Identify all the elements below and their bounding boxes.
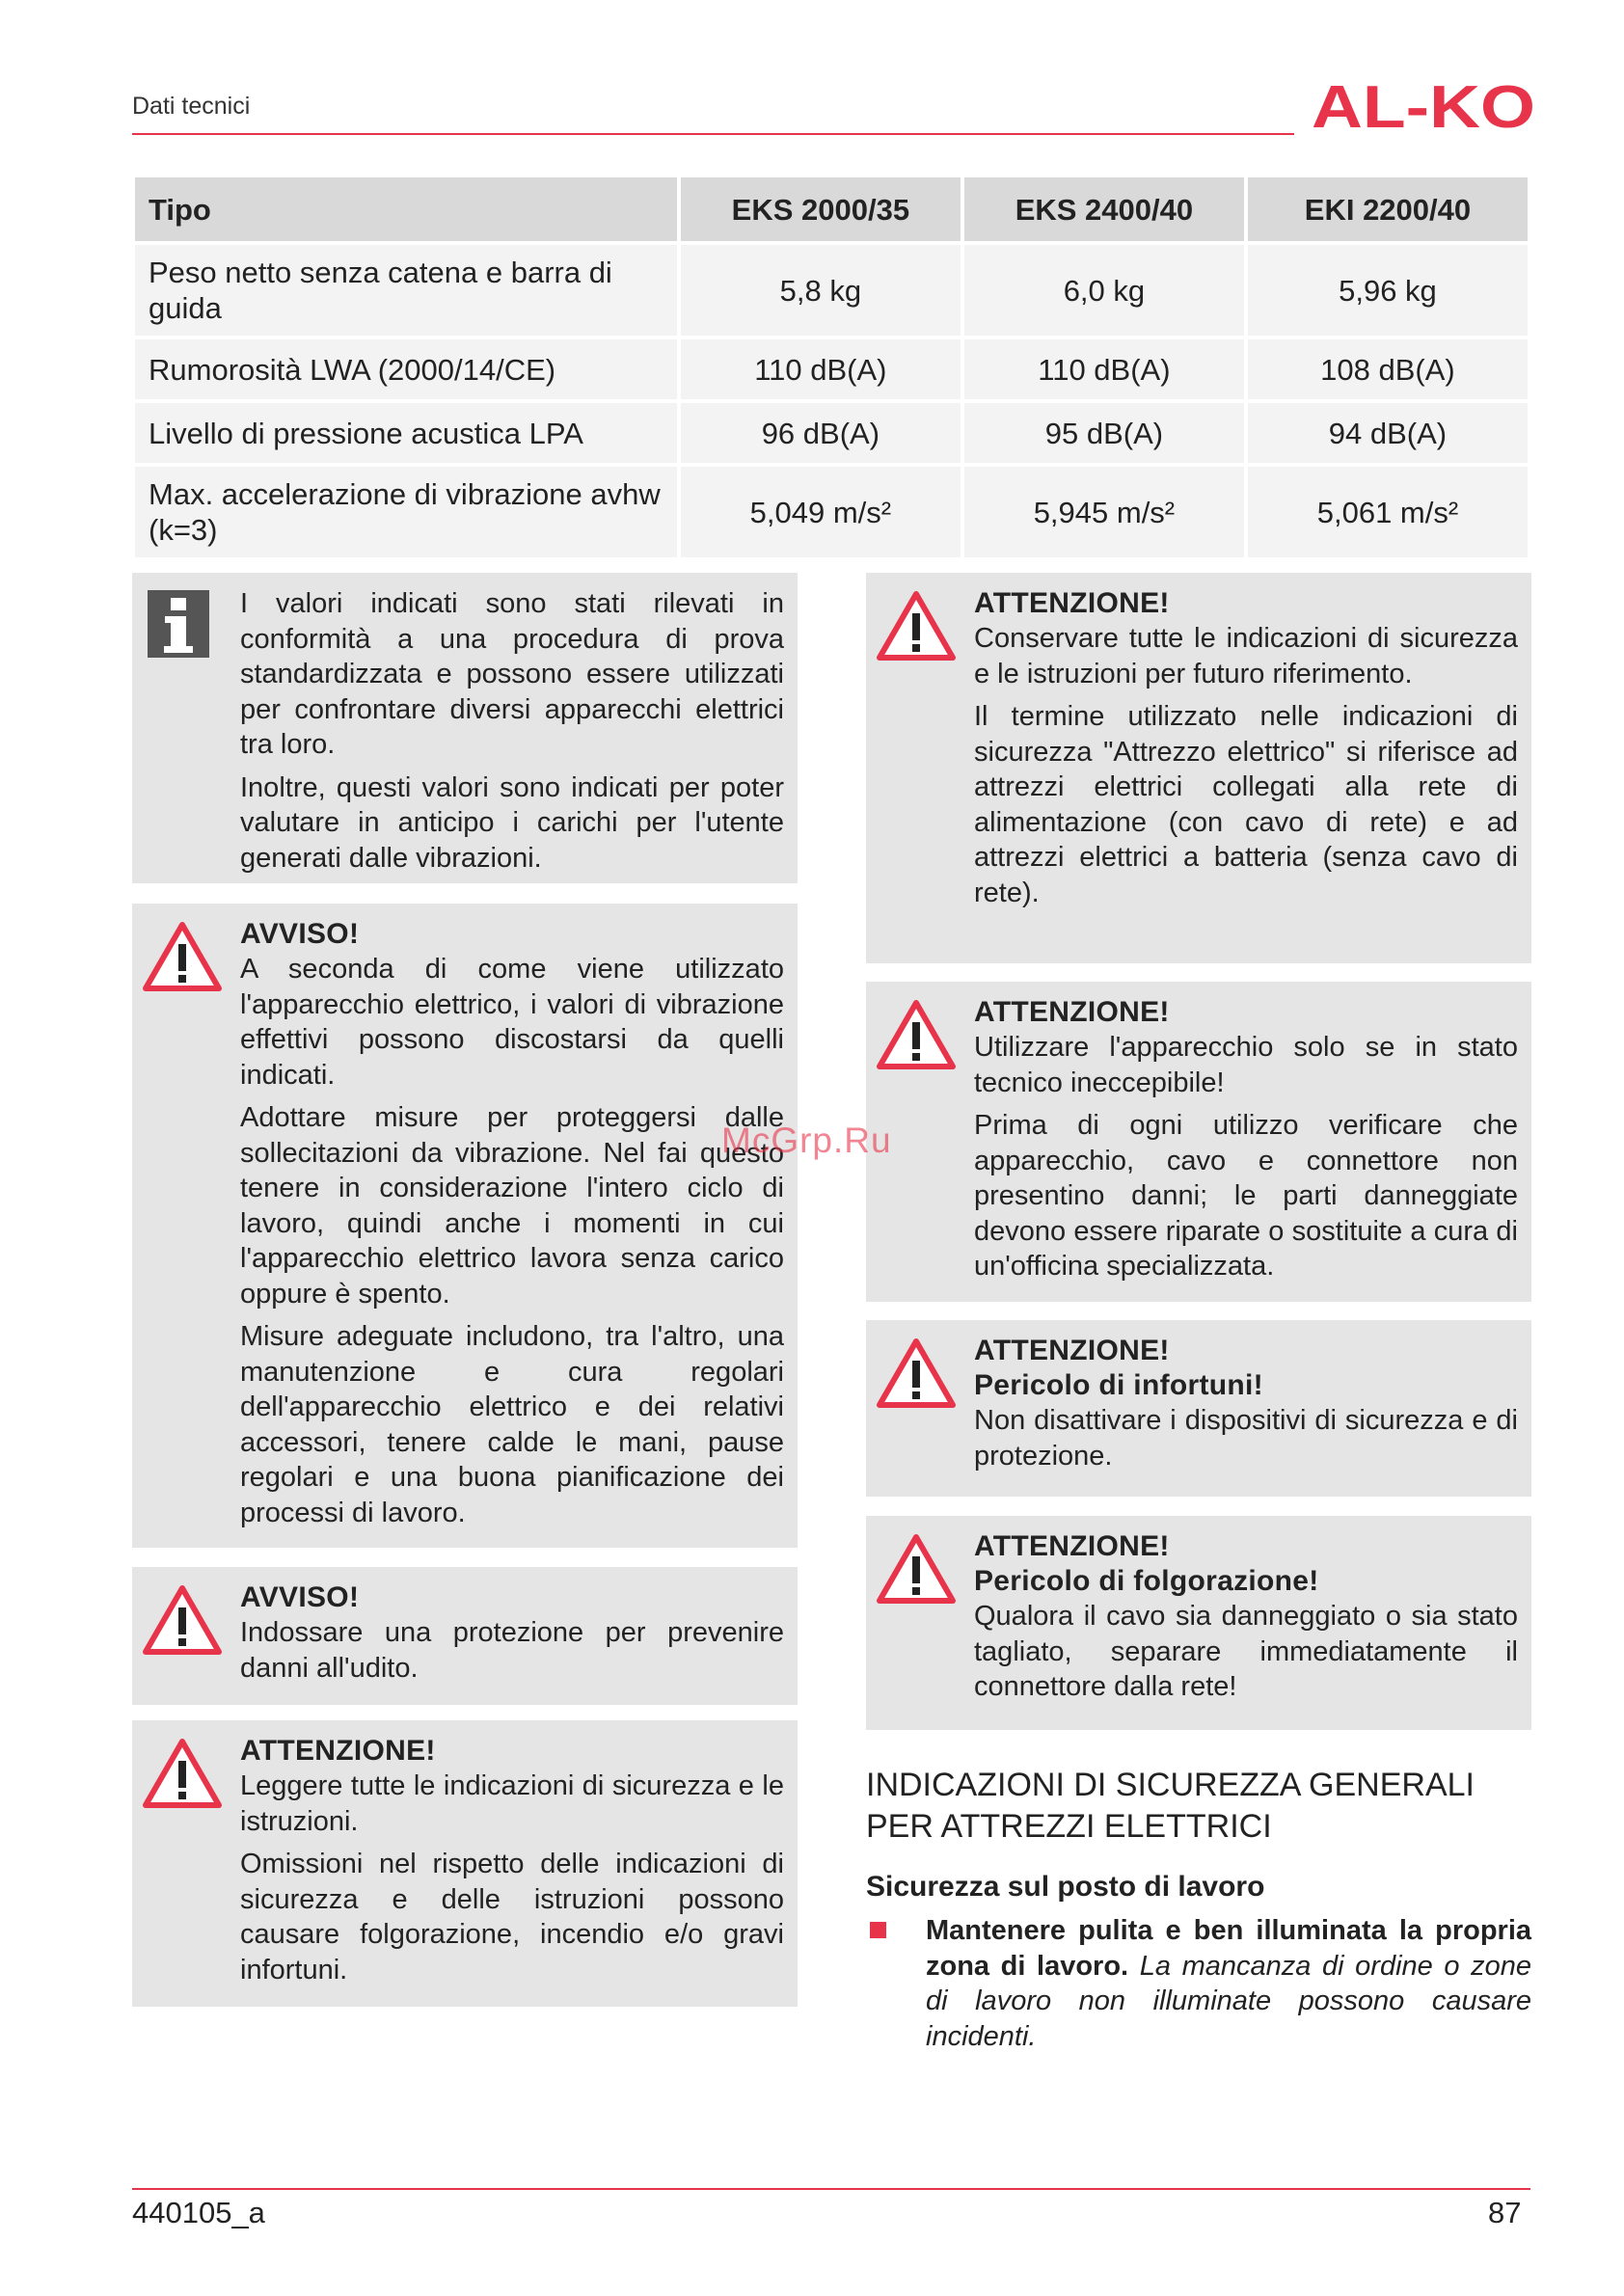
note-paragraph: Utilizzare l'apparecchio solo se in stato tecnico ineccepibile!: [974, 1032, 1518, 1098]
note-subtitle: Pericolo di infortuni!: [974, 1369, 1263, 1401]
note-title: ATTENZIONE!: [974, 996, 1170, 1028]
note-paragraph: I valori indicati sono stati rilevati in conformità a una procedura di prova standardizzata e possono essere utilizzati per confrontare diversi apparecchi elettrici tra loro.: [240, 588, 784, 760]
warning-icon: [142, 1736, 223, 1809]
table-row: [135, 403, 1528, 463]
note-paragraph: Prima di ogni utilizzo verificare che apparecchio, cavo e connettore non presentino danni; le parti danneggiate devono essere riparate o sostituite a cura di un'officina specializzata.: [974, 1110, 1518, 1282]
table-cell: 6,0 kg: [964, 245, 1244, 336]
bullet-bold-text: Mantenere pulita e ben illuminata la propria zona di lavoro.: [926, 1915, 1531, 1982]
warning-note-box: [132, 904, 798, 1548]
section-subheading: Sicurezza sul posto di lavoro: [866, 1871, 1265, 1903]
bullet-italic-text: La mancanza di ordine o zone di lavoro non illuminate possono causare incidenti.: [926, 1950, 1531, 2052]
info-icon: [142, 588, 223, 662]
page-number: 87: [1488, 2196, 1522, 2229]
warning-icon: [142, 1582, 223, 1656]
caution-note-box: [866, 573, 1531, 963]
caution-note-box: [866, 982, 1531, 1302]
note-paragraph: Il termine utilizzato nelle indicazioni di sicurezza "Attrezzo elettrico" si riferisce ad attrezzi elettrici collegati alla rete di alimentazione (con cavo di rete) e ad attrezzi elettrici a batteria (senza cavo di rete).: [974, 701, 1518, 908]
note-paragraph: Adottare misure per proteggersi dalle sollecitazioni da vibrazione. Nel fai questo tenere in considerazione l'intero ciclo di lavoro, quindi anche i momenti in cui l'apparecchio elettrico lavora senza carico oppure è spento.: [240, 1102, 784, 1310]
note-paragraph: Misure adeguate includono, tra l'altro, una manutenzione e cura regolari dell'apparecchio elettrico e dei relativi accessori, tenere calde le mani, pause regolari e una buona pianificazione dei processi di lavoro.: [240, 1321, 784, 1528]
note-paragraph: Leggere tutte le indicazioni di sicurezza e le istruzioni.: [240, 1770, 784, 1837]
table-cell: 108 dB(A): [1248, 339, 1528, 399]
table-header-cell: Tipo: [135, 177, 677, 241]
note-title: ATTENZIONE!: [240, 1735, 436, 1767]
caution-note-box: [866, 1320, 1531, 1497]
table-cell: Peso netto senza catena e barra di guida: [135, 245, 677, 336]
note-paragraph: Omissioni nel rispetto delle indicazioni di sicurezza e delle istruzioni possono causare folgorazione, incendio e/o gravi infortuni.: [240, 1849, 784, 1985]
warning-icon: [876, 1336, 957, 1409]
warning-icon: [876, 588, 957, 662]
table-cell: Livello di pressione acustica LPA: [135, 403, 677, 463]
document-code: 440105_a: [132, 2196, 265, 2229]
note-paragraph: Non disattivare i dispositivi di sicurezza e di protezione.: [974, 1405, 1518, 1472]
table-cell: 96 dB(A): [681, 403, 961, 463]
table-cell: 5,945 m/s²: [964, 467, 1244, 557]
svg-text:AL-KO: AL-KO: [1312, 79, 1535, 135]
warning-icon: [142, 919, 223, 992]
table-cell: Rumorosità LWA (2000/14/CE): [135, 339, 677, 399]
list-item: [866, 1913, 1531, 2054]
table-header-cell: EKS 2000/35: [681, 177, 961, 241]
caution-note-box: [866, 1516, 1531, 1730]
note-title: ATTENZIONE!: [974, 587, 1170, 619]
table-cell: 94 dB(A): [1248, 403, 1528, 463]
note-title: AVVISO!: [240, 918, 360, 950]
note-title: AVVISO!: [240, 1581, 360, 1613]
watermark: McGrp.Ru: [721, 1121, 892, 1160]
table-cell: 5,96 kg: [1248, 245, 1528, 336]
table-row: [135, 245, 1528, 336]
page-header-title: Dati tecnici: [132, 93, 251, 120]
note-title: ATTENZIONE!: [974, 1335, 1170, 1366]
section-heading: INDICAZIONI DI SICUREZZA GENERALI PER ATTREZZI ELETTRICI: [866, 1767, 1475, 1845]
table-header-cell: EKI 2200/40: [1248, 177, 1528, 241]
table-cell: 5,061 m/s²: [1248, 467, 1528, 557]
header-divider: [132, 133, 1294, 135]
note-paragraph: Indossare una protezione per prevenire danni all'udito.: [240, 1617, 784, 1684]
table-row: [135, 467, 1528, 557]
note-paragraph: Conservare tutte le indicazioni di sicurezza e le istruzioni per futuro riferimento.: [974, 623, 1518, 689]
table-cell: 5,049 m/s²: [681, 467, 961, 557]
table-cell: Max. accelerazione di vibrazione avhw (k=3): [135, 467, 677, 557]
table-header-row: [135, 177, 1528, 241]
warning-note-box: [132, 1567, 798, 1705]
table-header-cell: EKS 2400/40: [964, 177, 1244, 241]
al-ko-logo: [1312, 79, 1535, 135]
note-title: ATTENZIONE!: [974, 1530, 1170, 1562]
note-paragraph: Qualora il cavo sia danneggiato o sia stato tagliato, separare immediatamente il connettore dalla rete!: [974, 1601, 1518, 1702]
warning-icon: [876, 1531, 957, 1605]
table-cell: 110 dB(A): [681, 339, 961, 399]
caution-note-box: [132, 1720, 798, 2007]
table-cell: 5,8 kg: [681, 245, 961, 336]
table-cell: 110 dB(A): [964, 339, 1244, 399]
note-paragraph: Inoltre, questi valori sono indicati per poter valutare in anticipo i carichi per l'utente generati dalle vibrazioni.: [240, 771, 784, 874]
info-note-box: [132, 573, 798, 883]
table-row: [135, 339, 1528, 399]
technical-data-table: [131, 174, 1531, 561]
warning-icon: [876, 997, 957, 1070]
note-subtitle: Pericolo di folgorazione!: [974, 1565, 1319, 1597]
footer-divider: [132, 2188, 1530, 2190]
note-paragraph: A seconda di come viene utilizzato l'apparecchio elettrico, i valori di vibrazione effettivi possono discostarsi da quelli indicati.: [240, 954, 784, 1091]
bullet-square-icon: [870, 1922, 886, 1938]
table-cell: 95 dB(A): [964, 403, 1244, 463]
